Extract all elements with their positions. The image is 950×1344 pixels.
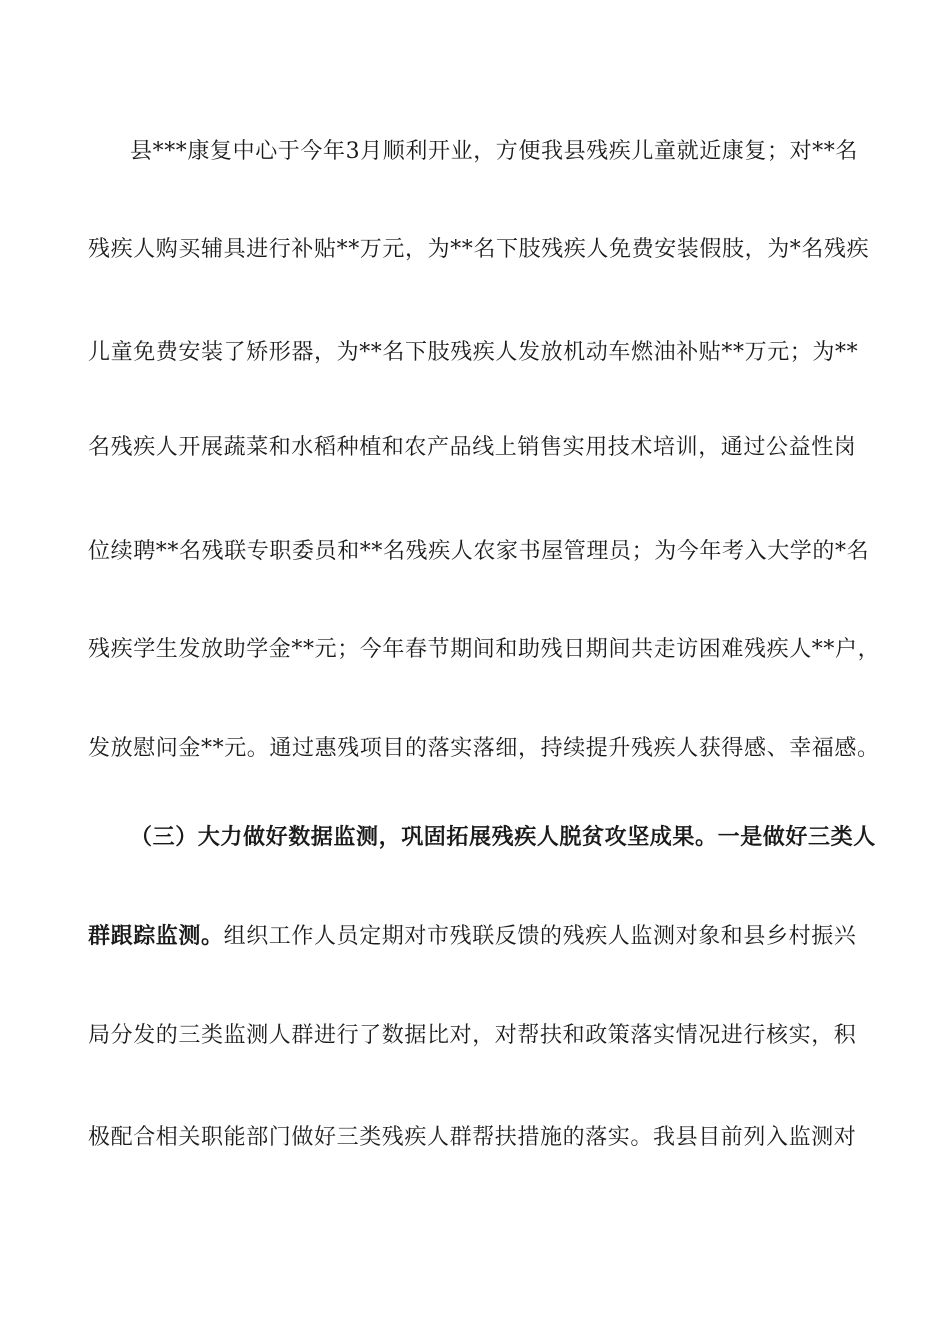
paragraph-line [88, 921, 878, 952]
paragraph-line: 名残疾人开展蔬菜和水稻种植和农产品线上销售实用技术培训，通过公益性岗 [88, 435, 857, 460]
section-heading-line: （三）大力做好数据监测，巩固拓展残疾人脱贫攻坚成果。一是做好三类人 [130, 824, 876, 850]
paragraph-line: 残疾人购买辅具进行补贴**万元，为**名下肢残疾人免费安装假肢，为*名残疾 [88, 237, 870, 262]
paragraph-line: 极配合相关职能部门做好三类残疾人群帮扶措施的落实。我县目前列入监测对 [88, 1125, 857, 1150]
paragraph-line: 位续聘**名残联专职委员和**名残疾人农家书屋管理员；为今年考入大学的*名 [88, 539, 870, 564]
paragraph-line: 发放慰问金**元。通过惠残项目的落实落细，持续提升残疾人获得感、幸福感。 [88, 736, 880, 761]
paragraph-line: 残疾学生发放助学金**元；今年春节期间和助残日期间共走访困难残疾人**户， [88, 637, 881, 662]
paragraph-line: 县***康复中心于今年3月顺利开业，方便我县残疾儿童就近康复；对**名 [130, 139, 858, 164]
paragraph-line: 儿童免费安装了矫形器，为**名下肢残疾人发放机动车燃油补贴**万元；为** [88, 340, 859, 365]
paragraph-line: 局分发的三类监测人群进行了数据比对，对帮扶和政策落实情况进行核实，积 [88, 1023, 857, 1048]
line-rest-text: 组织工作人员定期对市残联反馈的残疾人监测对象和县乡村振兴 [223, 924, 857, 949]
bold-lead-text: 群跟踪监测。 [88, 923, 224, 949]
